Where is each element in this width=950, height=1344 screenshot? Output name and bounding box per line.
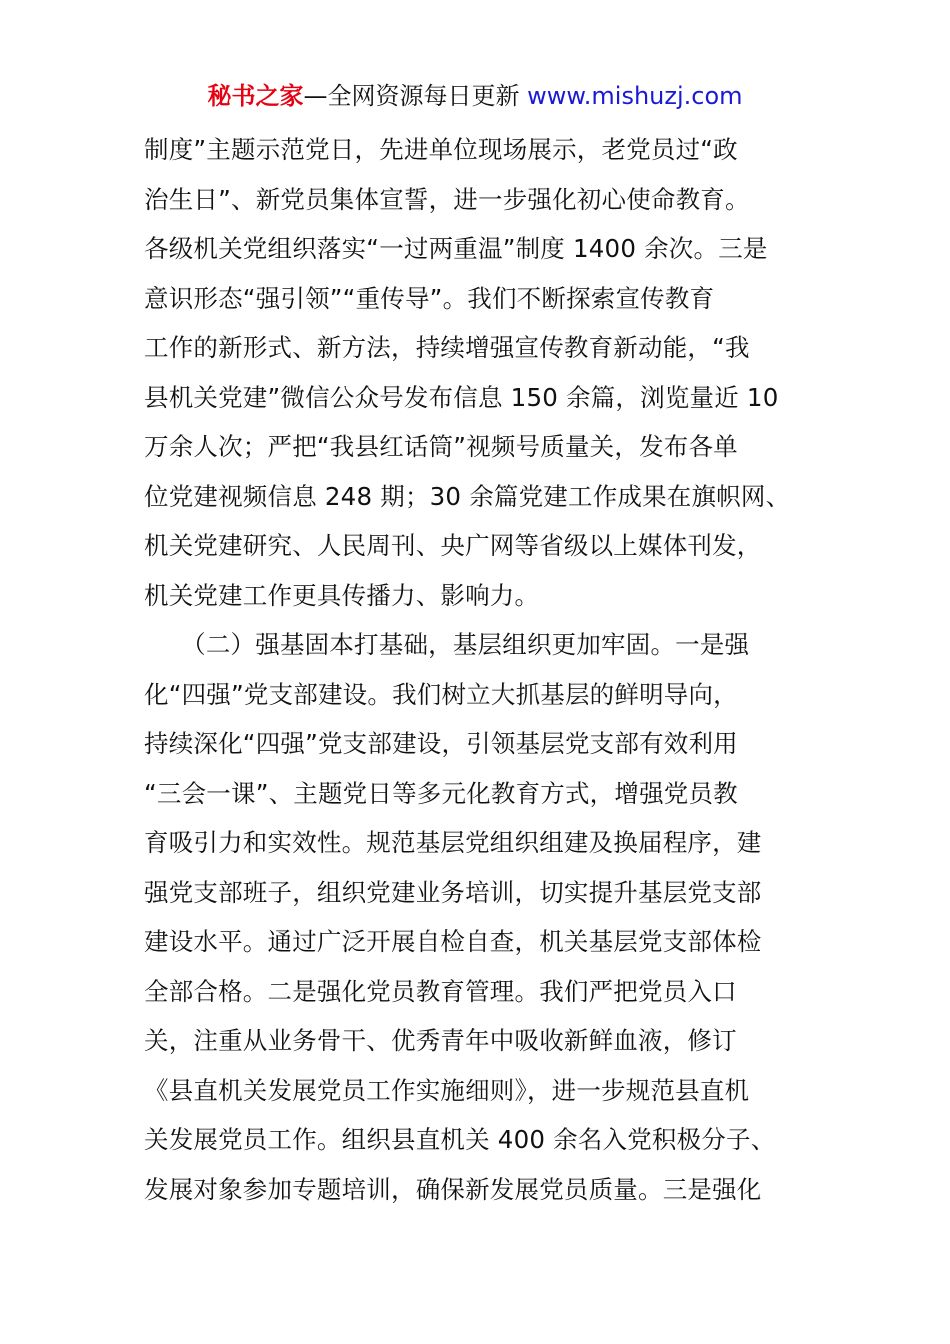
text-line: 关发展党员工作。组织县直机关 400 余名入党积极分子、	[144, 1125, 776, 1154]
text-line: 持续深化“四强”党支部建设，引领基层党支部有效利用	[144, 729, 738, 758]
text-line: 《县直机关发展党员工作实施细则》，进一步规范县直机	[144, 1075, 750, 1105]
section-heading-line: （二）强基固本打基础，基层组织更加牢固。一是强	[144, 630, 750, 659]
text-line: 万余人次；严把“我县红话筒”视频号质量关，发布各单	[144, 432, 738, 461]
text-line: 强党支部班子，组织党建业务培训，切实提升基层党支部	[144, 877, 762, 907]
text-line: 关，注重从业务骨干、优秀青年中吸收新鲜血液，修订	[144, 1026, 737, 1055]
site-tagline: —全网资源每日更新	[303, 82, 528, 110]
text-line: 建设水平。通过广泛开展自检自查，机关基层党支部体检	[144, 927, 762, 956]
document-body	[144, 125, 808, 1214]
text-line: 机关党建研究、人民周刊、央广网等省级以上媒体刊发，	[144, 531, 762, 560]
text-line: 位党建视频信息 248 期；30 余篇党建工作成果在旗帜网、	[144, 481, 791, 511]
text-line: 工作的新形式、新方法，持续增强宣传教育新动能，“我	[144, 333, 750, 362]
text-line: 机关党建工作更具传播力、影响力。	[144, 580, 540, 610]
text-line: 化“四强”党支部建设。我们树立大抓基层的鲜明导向，	[144, 679, 738, 709]
site-header	[0, 80, 950, 112]
text-line: 全部合格。二是强化党员教育管理。我们严把党员入口	[144, 976, 737, 1006]
text-line: 意识形态“强引领”“重传导”。我们不断探索宣传教育	[144, 283, 715, 313]
text-line: 县机关党建”微信公众号发布信息 150 余篇，浏览量近 10	[144, 382, 779, 412]
site-brand: 秘书之家	[207, 82, 304, 110]
text-line: “三会一课”、主题党日等多元化教育方式，增强党员教	[144, 778, 738, 808]
text-line: 各级机关党组织落实“一过两重温”制度 1400 余次。三是	[144, 234, 768, 263]
text-line: 制度”主题示范党日，先进单位现场展示，老党员过“政	[144, 135, 738, 164]
text-line: 治生日”、新党员集体宣誓，进一步强化初心使命教育。	[144, 184, 750, 214]
text-line: 育吸引力和实效性。规范基层党组织组建及换届程序，建	[144, 828, 762, 857]
text-line: 发展对象参加专题培训，确保新发展党员质量。三是强化	[144, 1174, 762, 1204]
site-url-link[interactable]: www.mishuzj.com	[527, 82, 743, 110]
